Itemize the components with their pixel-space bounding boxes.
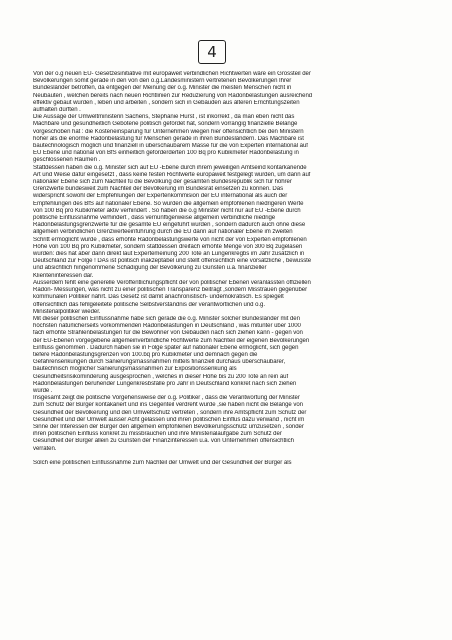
text-line: höher als die enorme Radonbelastung für Menschen gerade in ihren Bundesländern. Das Machbare ist bbox=[33, 135, 304, 142]
text-line: und absichtlich hingenommene Schädigung der Bevölkerung zu Gunsten u.a. finanzieller bbox=[33, 265, 267, 272]
text-line: vorgeschoben hat : die Kosteneinsparung für Unternehmen wiegen hier offensichtlich bei den Ministern bbox=[33, 128, 304, 135]
text-line: fach erhöhte Strahlenbelastungen für die Bewohner von Gebäuden nach sich ziehen kann - gegen von bbox=[33, 330, 303, 337]
text-line: würde . bbox=[33, 387, 53, 394]
text-line: von 100 Bq pro Kubikmeter aktiv verhindert . So haben die o.g Minister nicht nur auf EU -Ebene durch bbox=[33, 207, 301, 214]
text-line: tiefere Radonbelastungsgrenzen von 100.bq pro Kubikmeter und demnach gegen die bbox=[33, 351, 258, 358]
text-line: politische Einflussnahme verhindert , dass vernünftigerweise allgemein verbindliche niedrige bbox=[33, 215, 276, 222]
text-line: Mit dieser politischen Einflussnahme habe sich gerade die o.g. Minister solcher Bundesländer mit den bbox=[33, 315, 300, 322]
text-line: Gefahrensenkungen durch Sanierungsmassnahmen mittels finanziell durchaus überschaubarer, bbox=[33, 359, 286, 366]
text-line: verraten. bbox=[33, 445, 57, 452]
text-line: der EU-Ebenen vorgegebene allgemeinverbindliche Richtwerte zum Nachteil der eigenen Bevölkerungen bbox=[33, 337, 310, 344]
text-line: EU Ebene und national von BfS einheitlich geforderderten 100 Bq pro Kubikmeter Radonbelastung in bbox=[33, 150, 299, 157]
text-line: Die Aussage der Umweltministerin Sachens, Stephanie Hurst , ist inkorrekt , da man eben nicht das bbox=[33, 114, 295, 121]
text-line: widerspricht sowohl der Empfehlungen der Expertenkommision der EU international als auch der bbox=[33, 193, 288, 200]
text-line: Machbare und gesundheitlich Gebotene politisch gefördet hat, sondern vorrangig finanzielle Belange bbox=[33, 121, 298, 128]
text-line: Stattdessen haben die o.g. Minister sich auf EU -Ebene durch ihrem jeweiligen Amtseind kontarkariende bbox=[33, 164, 307, 171]
text-line: Grenzwerte bundesweit zum Nachteil der Bevölkerung im Bundesrat einsetzen zu können. Das bbox=[33, 186, 284, 193]
text-line: nationaler Ebene sich zum Nachteil fü die Bevölkung der gesamten Bundesrepublik sich für höhrer bbox=[33, 179, 292, 186]
text-line: Gesundheitsrisikominderung ausgesprochen , welches in dieser Höhe bis zu 200 Tote an rein auf bbox=[33, 373, 289, 380]
handwritten-page-number: 4 bbox=[198, 40, 226, 64]
text-line: Höhe von 100 Bq pro Kubikmeter, sondern stattdessen dreifach erhöhte Menge von 300 Bq zugelasen bbox=[33, 243, 303, 250]
text-line: aufhalten dürften . bbox=[33, 107, 81, 114]
text-line: Sinne der Interessen der Bürger den allgemein empfohlenen Bevölkerungsschutz umzusetzen , sonder bbox=[33, 423, 304, 430]
paragraph-gap bbox=[33, 453, 421, 460]
text-line: bautechnisch möglicher Sanierungsmassnahmen zur Expositionssenkung als bbox=[33, 366, 237, 373]
text-line: Empfehlungen des BfS auf nationaler Ebene. So wurden die allgemein empfohlenen niedrigeren Werte bbox=[33, 200, 304, 207]
text-line: Insgesamt zeigt die politische Vorgehensweise der o.g. Politiker , dass die Verantwortung der Minister bbox=[33, 395, 300, 402]
text-line: Gesundheit der Bürger allein zu Gunsten der Finanzinteressen u.a. von Unternehmen offensichtlich bbox=[33, 438, 294, 445]
text-line: Gesundheit und der Umwelt ausser Acht gelassen und ihren politischen Einflus dazu verwand , nicht im bbox=[33, 416, 305, 423]
text-line: bautechnologisch möglich und finanziell in überschaubarem Masse für die von Experten international auf bbox=[33, 143, 308, 150]
text-line: kommunalen Politiker nährt. Das Gesetz ist damit anachronistisch- undemokratisch. Es spiegelt bbox=[33, 294, 284, 301]
text-line: Radonbelastungen beruhender Lungenkresbsfälle pro Jahr in Deutschland konkret nach sich ziehen bbox=[33, 380, 297, 387]
text-line: Ausserdem fehlt eine generelle Veröffentlichungspflicht der von politischer Ebenen veranlassten offiziellen bbox=[33, 279, 311, 286]
text-line: effektiv gebaut wurden , leben und arbeiten , sondern sich in Gebäuden aus älteren Errichtungszeiten bbox=[33, 99, 300, 106]
text-line: wurden: dies hat aber dann direkt laut Expertemeinung 200 Tote an Lungenkregbs im Jahr zusätzlich in bbox=[33, 251, 305, 258]
text-line: Klienteninteressen dar. bbox=[33, 272, 94, 279]
text-line: Gesundheit der Bevölkerung und den Umweltschutz vertreten , sondern ihre Amtspflicht zum Schutz der bbox=[33, 409, 307, 416]
text-line: Einfluss genommen . Dadurch haben sie in Folge später auf nationaler Ebene ermöglicht, sich gegen bbox=[33, 344, 299, 351]
text-line: Neubauten , welchen bereits nach neuen Richtlinien zur Reduzierung von Radonbelastungen ausreichend bbox=[33, 92, 313, 99]
text-line: Art und Weise dafür eingesetzt , dass keine festen Richtwerte europaweit festgelegt wurden, um dann auf bbox=[33, 171, 311, 178]
text-line: Von der o.g neuen EU- Gesetzesinitiative mit europaweit verbindlichen Richtwerten wäre ein Grossteil der bbox=[33, 71, 311, 77]
text-line: Radonbelastungsgrenzwerte für die gesamte EU eingeführt wurden , sondern dadurch auch ohne diese bbox=[33, 222, 306, 229]
text-line: Ministerialpolitiker wieder. bbox=[33, 308, 101, 315]
text-line: höchsten natürlicherseits vorkommenden Radonbelastungen in Deutschland , was mitunter über 1000 bbox=[33, 323, 301, 330]
text-line: Bundesländer betroffen, da entgegen der Meinung der o.g. Minister die meisten Menschen nicht in bbox=[33, 85, 292, 92]
text-line: offensichtlich das fehlgeleitete politische Selbstverständnis der verantwortlichen und o.g. bbox=[33, 301, 265, 308]
text-line: Solch eine politischen Einflussnahme zum Nachteil der Umwelt und der Gesundheit der Bürger als bbox=[33, 459, 292, 466]
text-line: Schritt ermöglicht wurde , dass erhöhte Radonbelastungswerte von nicht der von Experten empfohlenen bbox=[33, 236, 307, 243]
text-line: ihren politischen Einfluss konkret zu missbrauchen und ihre Ministerialaufgabe zum Schutz der bbox=[33, 431, 282, 438]
text-line: geschlossenen Räumen . bbox=[33, 157, 101, 164]
text-line: Deutschland zur Folge ! DAs ist politisch inakzeptabel und stellt offensichtlich eine vorsätzliche , bewusste bbox=[33, 258, 312, 265]
text-line: zum Schutz der Bürger kontakariert und ins Gegenteil verdreht wurde ,sie haben nicht die Belange von bbox=[33, 402, 303, 409]
letter-body bbox=[33, 71, 421, 467]
text-line: Bevölkerungen somit gerade in den von den o.g.Landesministern vertretenen Bevölkerungen Ihrer bbox=[33, 78, 292, 85]
text-line: Radon- Messungen, was nicht zu einer politischen Transparenz beiträgt ,sondern Misstrauen gegenüber bbox=[33, 287, 308, 294]
text-line: allgemein verbindlichen Grenzwerteeinführung durch die EU dann auf nationaler Ebene im zweiten bbox=[33, 229, 293, 236]
